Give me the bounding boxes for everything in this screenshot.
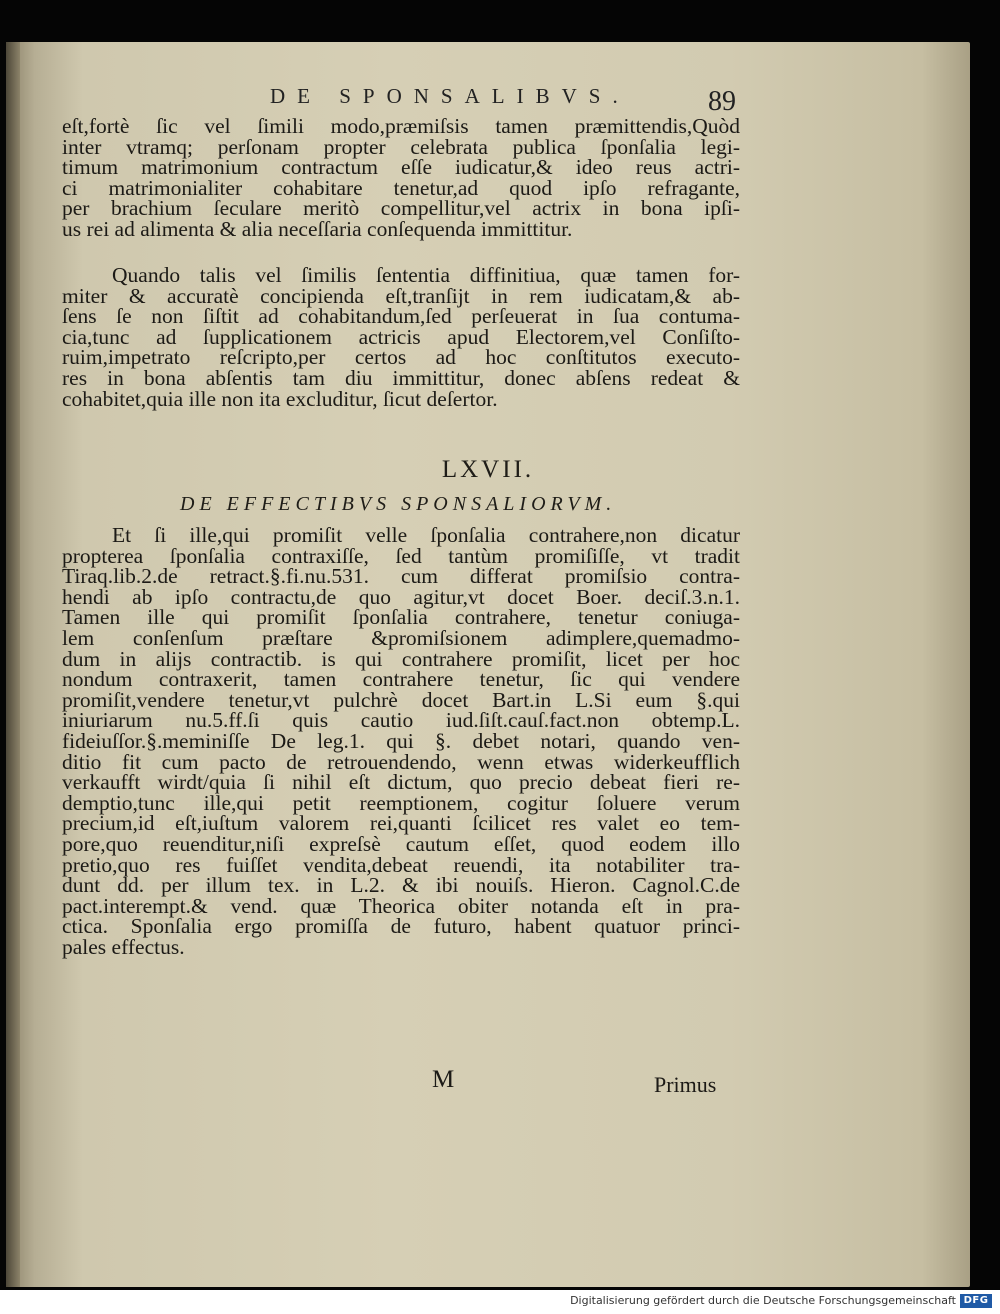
page-number: 89 — [708, 86, 736, 117]
text-line: miter & accuratè concipienda eſt,tranſijt in rem iudicatam,& ab- — [62, 283, 740, 308]
text-line: iniuriarum nu.5.ff.ſi quis cautio iud.ſiſt.cauſ.fact.non obtemp.L. — [62, 708, 740, 733]
text-line: inter vtramq; perſonam propter celebrata publica ſponſalia legi- — [62, 134, 740, 159]
dfg-logo-icon[interactable]: DFG — [960, 1294, 992, 1308]
text-line: cia,tunc ad ſupplicationem actricis apud Electorem,vel Conſiſto- — [62, 324, 740, 349]
text-line: lem conſenſum præſtare &promiſsionem adimplere,quemadmo- — [62, 625, 740, 650]
paragraph-2 — [62, 265, 740, 409]
funding-notice: Digitalisierung gefördert durch die Deutsche Forschungsgemeinschaft — [570, 1294, 956, 1307]
text-line: pretio,quo res fuiſſet vendita,debeat reuendi, ita notabiliter tra- — [62, 852, 740, 877]
text-line: Et ſi ille,qui promiſit velle ſponſalia contrahere,non dicatur — [112, 523, 740, 547]
footer-bar — [0, 1290, 1000, 1314]
paragraph-1 — [62, 116, 740, 240]
text-line: ditio fit cum pacto de retrouendendo, wenn etwas widerkeufflich — [62, 749, 740, 774]
text-line: pore,quo reuenditur,niſi expreſsè cautum eſſet, quod eodem illo — [62, 831, 740, 856]
text-line: pact.interempt.& vend. quæ Theorica obiter notanda eſt in pra- — [62, 893, 740, 918]
chapter-number — [0, 456, 1000, 484]
text-line: hendi ab ipſo contractu,de quo agitur,vt docet Boer. deciſ.3.n.1. — [62, 584, 740, 609]
text-line: ctica. Sponſalia ergo promiſſa de futuro, habent quatuor princi- — [62, 914, 740, 939]
text-line: pales effectus. — [62, 934, 185, 959]
text-line: ruim,impetrato reſcripto,per certos ad hoc conſtitutos executo- — [62, 345, 740, 370]
text-line: dunt dd. per illum tex. in L.2. & ibi nouiſs. Hieron. Cagnol.C.de — [62, 873, 740, 898]
text-line: cohabitet,quia ille non ita excluditur, ſicut deſertor. — [62, 386, 498, 411]
catchword: Primus — [654, 1072, 717, 1097]
text-line: ſens ſe non ſiſtit ad cohabitandum,ſed perſeuerat in ſua contuma- — [62, 304, 740, 329]
text-line: Tiraq.lib.2.de retract.§.fi.nu.531. cum differat promiſsio contra- — [62, 564, 740, 589]
text-line: dum in alijs contractib. is qui contrahere promiſit, licet per hoc — [62, 646, 740, 671]
paragraph-3 — [62, 525, 740, 957]
text-line: timum matrimonium contractum eſſe iudicatur,& ideo reus actri- — [62, 155, 740, 180]
text-line: promiſit,vendere tenetur,vt pulchrè docet Bart.in L.Si eum §.qui — [62, 687, 740, 712]
text-line: propterea ſponſalia contraxiſſe, ſed tantùm promiſiſſe, vt tradit — [62, 543, 740, 568]
chapter-title: DE EFFECTIBVS SPONSALIORVM. — [180, 493, 617, 515]
text-line: fideiuſſor.§.meminiſſe De leg.1. qui §. debet notari, quando ven- — [62, 728, 740, 753]
text-line: verkaufft wirdt/quia ſi nihil eſt dictum, quo precio debeat fieri re- — [62, 770, 740, 795]
text-line: res in bona abſentis tam diu immittitur, donec abſens redeat & — [62, 365, 740, 390]
text-line: per brachium ſeculare meritò compellitur,vel actrix in bona ipſi- — [62, 196, 740, 221]
chapter-number-text: LXVII. — [441, 456, 535, 483]
text-line: Quando talis vel ſimilis ſententia diffinitiua, quæ tamen for- — [112, 263, 740, 287]
text-line: us rei ad alimenta & alia neceſſaria conſequenda immittitur. — [62, 216, 573, 241]
running-head: DE SPONSALIBVS. — [270, 84, 630, 108]
signature-mark: M — [432, 1066, 455, 1093]
text-line: demptio,tunc ille,qui petit reemptionem, cogitur ſoluere verum — [62, 790, 740, 815]
text-line: Tamen ille qui promiſit ſponſalia contrahere, tenetur coniuga- — [62, 605, 740, 630]
text-line: nondum contraxerit, tamen contrahere tenetur, ſic qui vendere — [62, 667, 740, 692]
text-line: eſt,fortè ſic vel ſimili modo,præmiſsis tamen præmittendis,Quòd — [62, 114, 740, 138]
text-line: precium,id eſt,iuſtum valorem rei,quanti ſcilicet res valet eo tem- — [62, 811, 740, 836]
page-gutter-shadow — [6, 42, 20, 1287]
text-line: ci matrimonialiter cohabitare tenetur,ad quod ipſo refragante, — [62, 175, 740, 200]
